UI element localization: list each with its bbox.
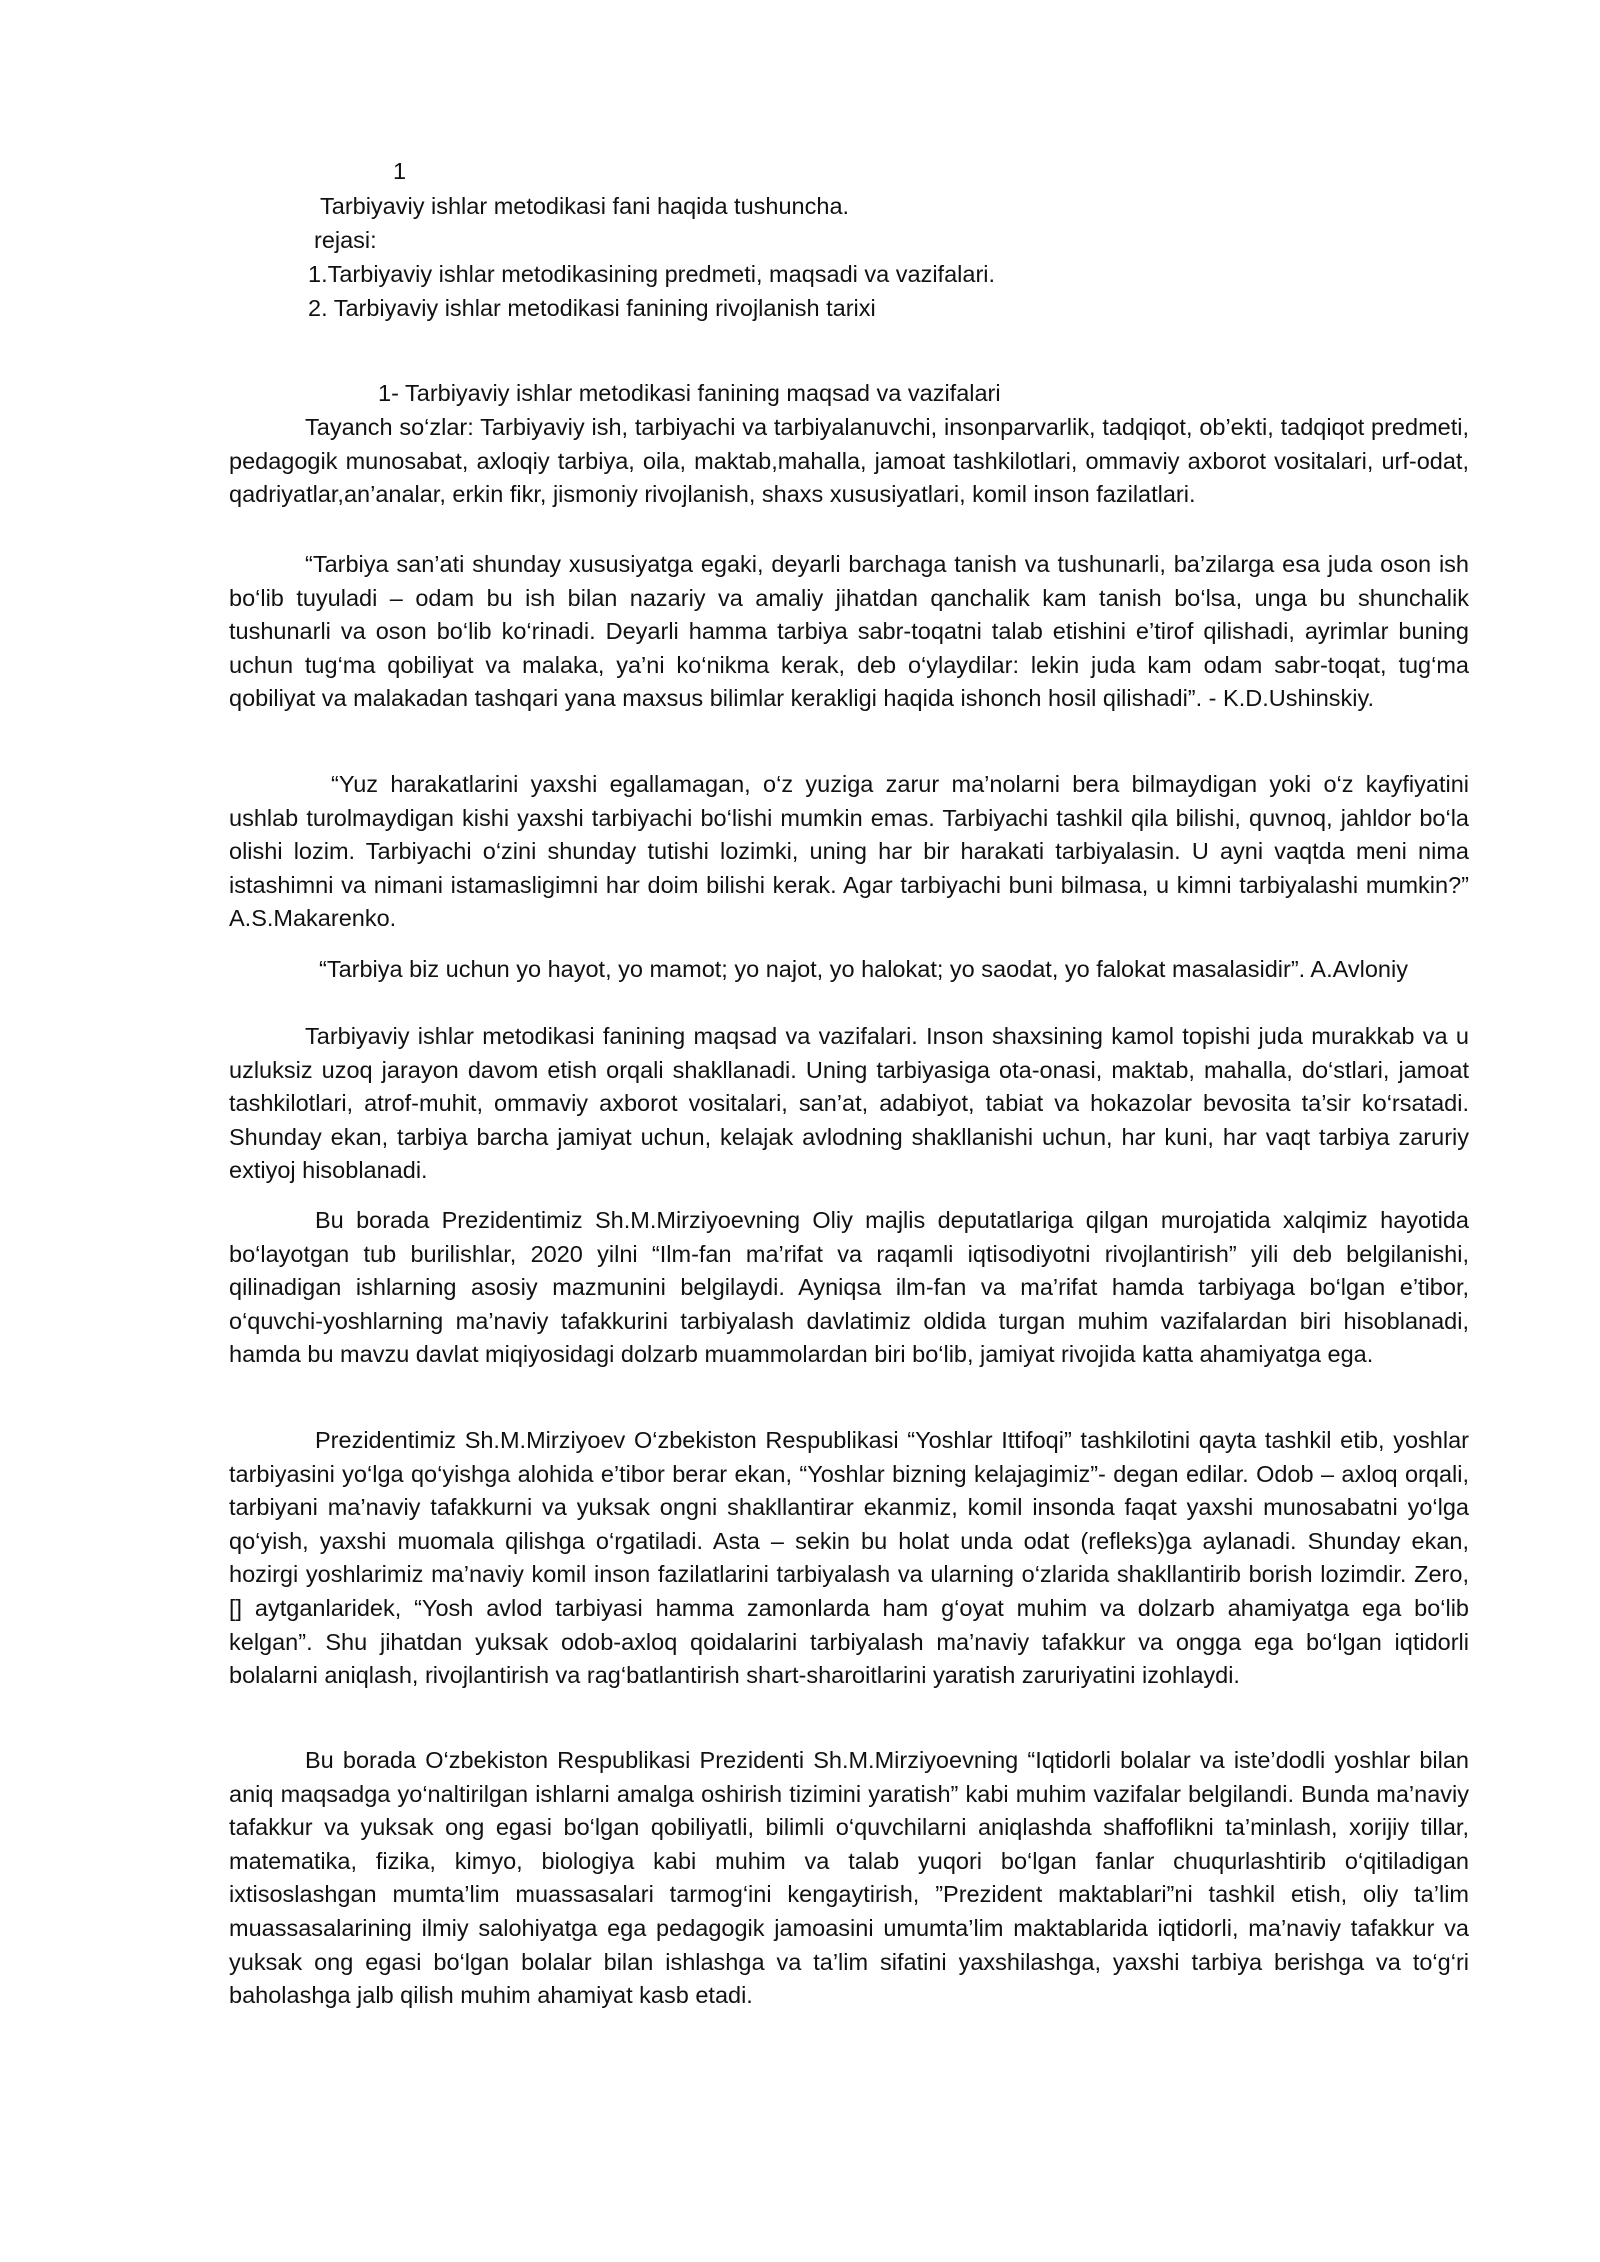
page-number: 1 [393,158,407,184]
paragraph-gifted-children: Bu borada O‘zbekiston Respublikasi Prezidenti Sh.M.Mirziyoevning “Iqtidorli bolalar va iste’dodli yoshlar bilan aniq maqsadga yo‘naltirilgan ishlarni amalga oshirish tizimini yaratish” kabi muhim vazifalar belgilandi. Bunda ma’naviy tafakkur va yuksak ong egasi bo‘lgan qobiliyatli, bilimli o‘quvchilarni aniqlashda shaffoflikni ta’minlash, xorijiy tillar, matematika, fizika, kimyo, biologiya kabi muhim va talab yuqori bo‘lgan fanlar chuqurlashtirib o‘qitiladigan ixtisoslashgan mumta’lim muassasalari tarmog‘ini kengaytirish, ”Prezident maktablari”ni tashkil etish, oliy ta’lim muassasalarining ilmiy salohiyatga ega pedagogik jamoasini umumta’lim maktablarida iqtidorli, ma’naviy tafakkur va yuksak ong egasi bo‘lgan bolalar bilan ishlashga va ta’lim sifatini yaxshilashga, yaxshi tarbiya berishga va to‘g‘ri baholashga jalb qilish muhim ahamiyat kasb etadi. [229,1747,1469,2009]
paragraph-youth-union: Prezidentimiz Sh.M.Mirziyoev O‘zbekiston Respublikasi “Yoshlar Ittifoqi” tashkilotini qayta tashkil etib, yoshlar tarbiyasini yo‘lga qo‘yishga alohida e’tibor berar ekan, “Yoshlar bizning kelajagimiz”- degan edilar. Odob – axloq orqali, tarbiyani ma’naviy tafakkurni va yuksak ongni shakllantirar ekanmiz, komil insonda faqat yaxshi munosabatni yo‘lga qo‘yish, yaxshi muomala qilishga o‘rgatiladi. Asta – sekin bu holat unda odat (refleks)ga aylanadi. Shunday ekan, hozirgi yoshlarimiz ma’naviy komil inson fazilatlarini tarbiyalash va ularning o‘zlarida shakllantirib borish lozimdir. Zero, [] aytganlaridek, “Yosh avlod tarbiyasi hamma zamonlarda ham g‘oyat muhim va dolzarb ahamiyatga ega bo‘lib kelgan”. Shu jihatdan yuksak odob-axloq qoidalarini tarbiyalash ma’naviy tafakkur va ongga ega bo‘lgan iqtidorli bolalarni aniqlash, rivojlantirish va rag‘batlantirish shart-sharoitlarini yaratish zaruriyatini izohlaydi. [229,1427,1469,1689]
paragraph-keywords: Tayanch so‘zlar: Tarbiyaviy ish, tarbiyachi va tarbiyalanuvchi, insonparvarlik, tadqiqot, ob’ekti, tadqiqot predmeti, pedagogik munosabat, axloqiy tarbiya, oila, maktab,mahalla, jamoat tashkilotlari, ommaviy axborot vositalari, urf-odat, qadriyatlar,an’analar, erkin fikr, jismoniy rivojlanish, shaxs xususiyatlari, komil inson fazilatlari. [229,414,1469,508]
paragraph-quote-ushinskiy: “Tarbiya san’ati shunday xususiyatga egaki, deyarli barchaga tanish va tushunarli, ba’zilarga esa juda oson ish bo‘lib tuyuladi – odam bu ish bilan nazariy va amaliy jihatdan qanchalik kam tanish bo‘lsa, unga bu shunchalik tushunarli va oson bo‘lib ko‘rinadi. Deyarli hamma tarbiya sabr-toqatni talab etishini e’tirof qilishadi, ayrimlar buning uchun tug‘ma qobiliyat va malaka, ya’ni ko‘nikma kerak, deb o‘ylaydilar: lekin juda kam odam sabr-toqat, tug‘ma qobiliyat va malakadan tashqari yana maxsus bilimlar kerakligi haqida ishonch hosil qilishadi”. - K.D.Ushinskiy. [229,551,1469,712]
plan-item-2: 2. Tarbiyaviy ishlar metodikasi fanining rivojlanish tarixi [308,295,876,321]
paragraph-quote-avloniy: “Tarbiya biz uchun yo hayot, yo mamot; yo najot, yo halokat; yo saodat, yo falokat masalasidir”. A.Avloniy [319,956,1408,982]
paragraph-quote-makarenko: “Yuz harakatlarini yaxshi egallamagan, o‘z yuziga zarur ma’nolarni bera bilmaydigan yoki o‘z kayfiyatini ushlab turolmaydigan kishi yaxshi tarbiyachi bo‘lishi mumkin emas. Tarbiyachi tashkil qila bilishi, quvnoq, jahldor bo‘la olishi lozim. Tarbiyachi o‘zini shunday tutishi lozimki, uning har bir harakati tarbiyalasin. U ayni vaqtda meni nima istashimni va nimani istamasligimni har doim bilishi kerak. Agar tarbiyachi buni bilmasa, u kimni tarbiyalashi mumkin?” A.S.Makarenko. [229,771,1469,932]
plan-label: rejasi: [314,227,377,253]
document-title: Tarbiyaviy ishlar metodikasi fani haqida tushuncha. [320,193,850,219]
paragraph-goals: Tarbiyaviy ishlar metodikasi fanining maqsad va vazifalari. Inson shaxsining kamol topishi juda murakkab va u uzluksiz uzoq jarayon davom etish orqali shakllanadi. Uning tarbiyasiga ota-onasi, maktab, mahalla, do‘stlari, jamoat tashkilotlari, atrof-muhit, ommaviy axborot vositalari, san’at, adabiyot, tabiat va hokazolar bevosita ta’sir ko‘rsatadi. Shunday ekan, tarbiya barcha jamiyat uchun, kelajak avlodning shakllanishi uchun, har kuni, har vaqt tarbiya zaruriy extiyoj hisoblanadi. [229,1023,1469,1184]
paragraph-president-address: Bu borada Prezidentimiz Sh.M.Mirziyoevning Oliy majlis deputatlariga qilgan murojatida xalqimiz hayotida bo‘layotgan tub burilishlar, 2020 yilni “Ilm-fan ma’rifat va raqamli iqtisodiyotni rivojlantirish” yili deb belgilanishi, qilinadigan ishlarning asosiy mazmunini belgilaydi. Ayniqsa ilm-fan va ma’rifat hamda tarbiyaga bo‘lgan e’tibor, o‘quvchi-yoshlarning ma’naviy tafakkurini tarbiyalash davlatimiz oldida turgan muhim vazifalardan biri hisoblanadi, hamda bu mavzu davlat miqiyosidagi dolzarb muammolardan biri bo‘lib, jamiyat rivojida katta ahamiyatga ega. [229,1207,1469,1368]
plan-item-1: 1.Tarbiyaviy ishlar metodikasining predmeti, maqsadi va vazifalari. [308,261,996,287]
section-title: 1- Tarbiyaviy ishlar metodikasi fanining maqsad va vazifalari [378,380,1001,406]
